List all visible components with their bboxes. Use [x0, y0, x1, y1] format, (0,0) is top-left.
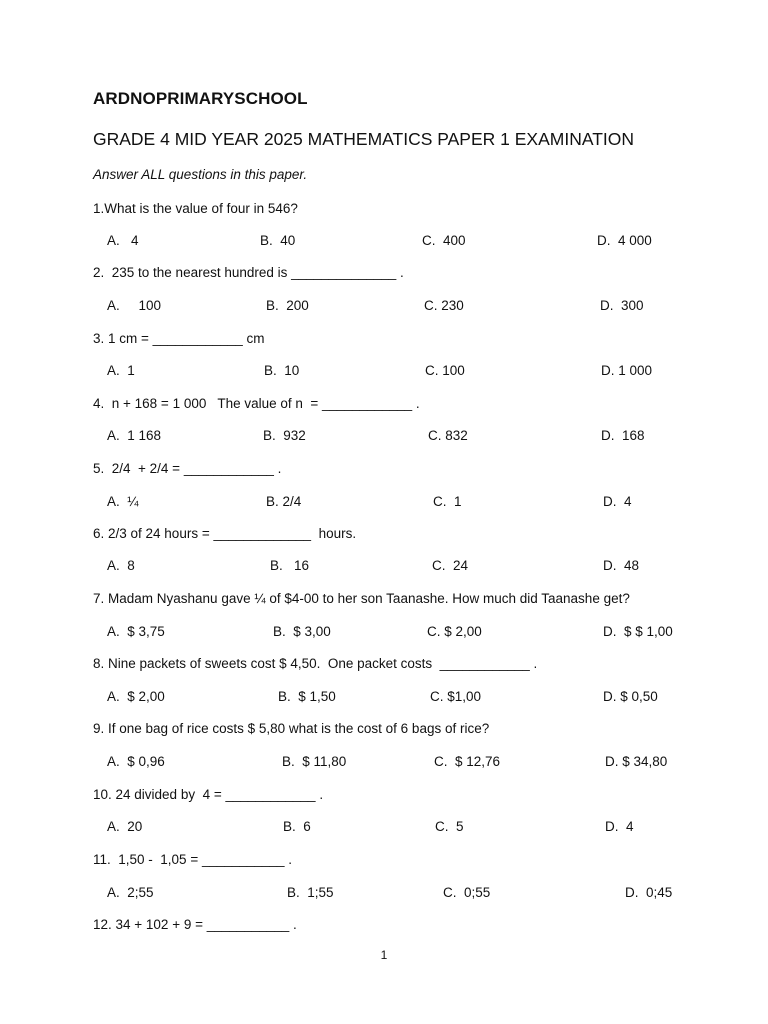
q5-option-c: C. 1	[433, 494, 462, 509]
q7-option-b: B. $ 3,00	[273, 624, 331, 639]
q6-option-d: D. 48	[603, 558, 640, 573]
q3-option-d: D. 1 000	[601, 363, 653, 378]
school-name: ARDNOPRIMARYSCHOOL	[93, 89, 308, 108]
q6-option-a: A. 8	[107, 558, 135, 573]
question-12: 12. 34 + 102 + 9 = ___________ .	[93, 917, 297, 932]
question-2: 2. 235 to the nearest hundred is ______________ .	[93, 265, 404, 280]
question-10: 10. 24 divided by 4 = ____________ .	[93, 787, 324, 802]
q7-option-d: D. $ $ 1,00	[603, 624, 673, 639]
q4-option-b: B. 932	[263, 428, 306, 443]
q8-option-a: A. $ 2,00	[107, 689, 165, 704]
q1-option-d: D. 4 000	[597, 233, 652, 248]
q8-option-b: B. $ 1,50	[278, 689, 336, 704]
q4-option-d: D. 168	[601, 428, 645, 443]
q1-option-b: B. 40	[260, 233, 296, 248]
q3-option-c: C. 100	[425, 363, 465, 378]
question-3: 3. 1 cm = ____________ cm	[93, 331, 265, 346]
q8-option-c: C. $1,00	[430, 689, 482, 704]
q11-option-d: D. 0;45	[625, 885, 673, 900]
q4-option-a: A. 1 168	[107, 428, 162, 443]
q6-option-c: C. 24	[432, 558, 469, 573]
q9-option-b: B. $ 11,80	[282, 754, 347, 769]
question-11: 11. 1,50 - 1,05 = ___________ .	[93, 852, 293, 867]
q11-option-b: B. 1;55	[287, 885, 334, 900]
q2-option-c: C. 230	[424, 298, 464, 313]
q6-option-b: B. 16	[270, 558, 310, 573]
q8-option-d: D. $ 0,50	[603, 689, 658, 704]
question-8: 8. Nine packets of sweets cost $ 4,50. One packet costs ____________ .	[93, 656, 538, 671]
page-number: 1	[380, 948, 388, 962]
q10-option-d: D. 4	[605, 819, 634, 834]
q1-option-a: A. 4	[107, 233, 139, 248]
q11-option-c: C. 0;55	[443, 885, 491, 900]
question-5: 5. 2/4 + 2/4 = ____________ .	[93, 461, 282, 476]
question-6: 6. 2/3 of 24 hours = _____________ hours.	[93, 526, 357, 541]
q9-option-c: C. $ 12,76	[434, 754, 501, 769]
q10-option-c: C. 5	[435, 819, 464, 834]
q7-option-c: C. $ 2,00	[427, 624, 482, 639]
q2-option-d: D. 300	[600, 298, 644, 313]
q3-option-b: B. 10	[264, 363, 300, 378]
exam-title: GRADE 4 MID YEAR 2025 MATHEMATICS PAPER 1 EXAMINATION	[93, 129, 635, 149]
q11-option-a: A. 2;55	[107, 885, 154, 900]
q1-option-c: C. 400	[422, 233, 466, 248]
q2-option-b: B. 200	[266, 298, 309, 313]
q9-option-d: D. $ 34,80	[605, 754, 668, 769]
q5-option-d: D. 4	[603, 494, 632, 509]
question-7: 7. Madam Nyashanu gave ¼ of $4-00 to her son Taanashe. How much did Taanashe get?	[93, 591, 630, 606]
q2-option-a: A. 100	[107, 298, 162, 313]
q4-option-c: C. 832	[428, 428, 468, 443]
question-4: 4. n + 168 = 1 000 The value of n = ____________ .	[93, 396, 420, 411]
q5-option-b: B. 2/4	[266, 494, 302, 509]
question-1: 1.What is the value of four in 546?	[93, 201, 298, 216]
instructions: Answer ALL questions in this paper.	[93, 167, 308, 182]
q3-option-a: A. 1	[107, 363, 135, 378]
q10-option-a: A. 20	[107, 819, 143, 834]
question-9: 9. If one bag of rice costs $ 5,80 what is the cost of 6 bags of rice?	[93, 721, 490, 736]
q9-option-a: A. $ 0,96	[107, 754, 165, 769]
q5-option-a: A. ¼	[107, 494, 139, 509]
q7-option-a: A. $ 3,75	[107, 624, 165, 639]
q10-option-b: B. 6	[283, 819, 311, 834]
